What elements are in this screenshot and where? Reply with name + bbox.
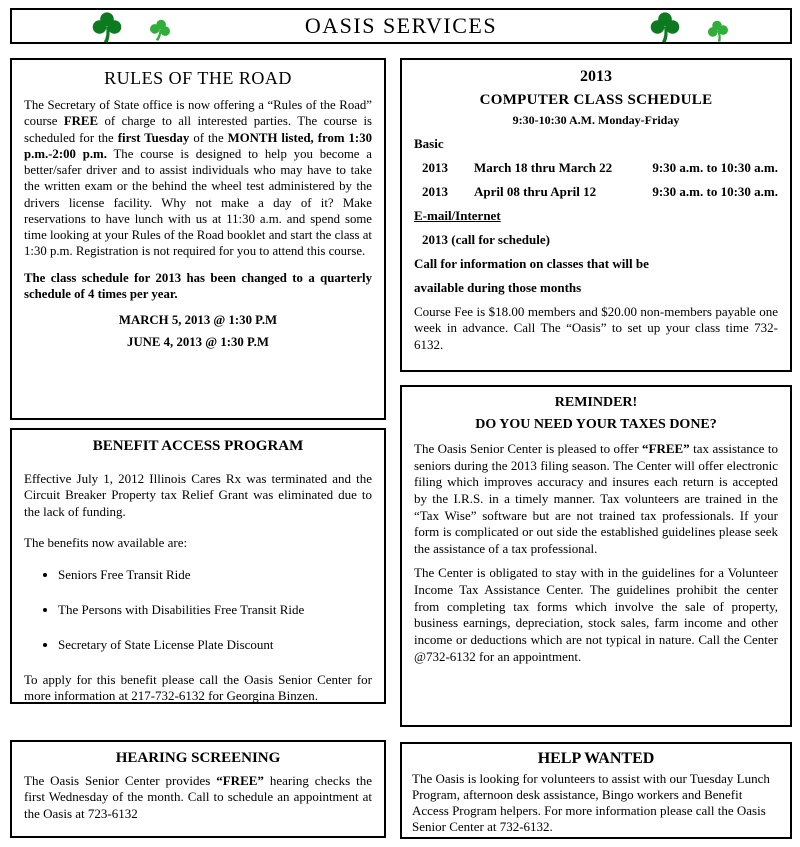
taxes-title-question: DO YOU NEED YOUR TAXES DONE? — [475, 417, 717, 432]
schedule-time: 9:30 a.m. to 10:30 a.m. — [652, 160, 778, 175]
hearing-paragraph: The Oasis Senior Center provides “FREE” hearing checks the first Wednesday of the month. Call to schedule an appointment at the Oasis at 723-6132 — [24, 773, 372, 821]
shamrock-shape — [93, 12, 122, 42]
rules-date-march: MARCH 5, 2013 @ 1:30 P.M — [118, 313, 278, 327]
schedule-time: 9:30 a.m. to 10:30 a.m. — [652, 184, 778, 199]
taxes-paragraph-1: The Oasis Senior Center is pleased to offer “FREE” tax assistance to seniors during the 2013 filing season. The Center will offer electronic filing which improves accuracy and insures each return is accepted by the I.R.S. in a timely manner. Tax volunteers are trained in the “Tax Wise” software but are not trained tax professionals. If your form is complicated or out side the established guidelines please seek the assistance of a tax professional. — [414, 441, 778, 556]
shamrock-shape — [706, 19, 730, 44]
rules-of-the-road-section — [10, 58, 386, 420]
benefit-access-program-section — [10, 428, 386, 704]
shamrock-shape — [651, 12, 680, 42]
computer-time-line: 9:30-10:30 A.M. Monday-Friday — [512, 113, 680, 127]
schedule-row — [414, 160, 778, 176]
page-title: OASIS SERVICES — [304, 13, 498, 38]
computer-year-title: 2013 — [580, 68, 612, 85]
taxes-reminder-section — [400, 385, 792, 727]
shamrock-icon — [90, 10, 124, 44]
computer-email-row: 2013 (call for schedule) — [422, 232, 550, 247]
taxes-paragraph-2: The Center is obligated to stay with in the guidelines for a Volunteer Income Tax Assistance Center. The guidelines prohibit the center from completing tax forms which involve the sale of property, business earnings, depreciation, stock sales, farm income and other income or deductions which are not typical in nature. Call the Center @732-6132 for an appointment. — [414, 565, 778, 664]
schedule-year: 2013 — [422, 184, 448, 199]
benefit-list-item: • Seniors Free Transit Ride — [58, 567, 372, 583]
help-wanted-title: HELP WANTED — [537, 750, 655, 767]
benefit-list-item: • Secretary of State License Plate Discount — [58, 637, 372, 653]
hearing-screening-section — [10, 740, 386, 838]
computer-class-schedule-section — [400, 58, 792, 372]
help-wanted-section — [400, 742, 792, 839]
shamrock-icon — [648, 10, 682, 44]
benefit-intro: The benefits now available are: — [24, 535, 188, 551]
shamrock-icon — [704, 17, 732, 45]
computer-fee-paragraph: Course Fee is $18.00 members and $20.00 non-members payable one week in advance. Call The “Oasis” to set up your class time 732-6132. — [414, 304, 778, 352]
schedule-year: 2013 — [422, 160, 448, 175]
taxes-title-reminder: REMINDER! — [554, 395, 638, 410]
rules-title: RULES OF THE ROAD — [104, 68, 292, 88]
help-wanted-paragraph: The Oasis is looking for volunteers to assist with our Tuesday Lunch Program, afternoon desk assistance, Bingo workers and Benefit Access Program helpers. For more information please call the Oasis Senior Center at 732-6132. — [412, 771, 770, 834]
rules-paragraph: The Secretary of State office is now offering a “Rules of the Road” course FREE of charge to all interested parties. The course is scheduled for the first Tuesday of the MONTH listed, from 1:30 p.m.-2:00 p.m. The course is designed to help you become a better/safer driver and to assist individuals who may have to take the written exam or the behind the wheel test administered by the drivers license facility. Why not make a day of it? Make reservations to have lunch with us at 11:30 a.m. and spend some time looking at your Rules of the Road booklet and start the class at 1:30 p.m. Registration is not required for you to attend this course. — [24, 98, 372, 259]
computer-title: COMPUTER CLASS SCHEDULE — [479, 92, 713, 108]
header — [10, 8, 792, 44]
computer-info-line-1: Call for information on classes that will be — [414, 256, 649, 271]
benefit-list-item: • The Persons with Disabilities Free Transit Ride — [58, 602, 372, 618]
schedule-row — [414, 184, 778, 200]
benefit-title: BENEFIT ACCESS PROGRAM — [92, 438, 304, 454]
shamrock-shape — [148, 18, 172, 43]
hearing-title: HEARING SCREENING — [115, 750, 281, 766]
shamrock-icon — [146, 16, 174, 44]
schedule-dates: April 08 thru April 12 — [474, 184, 597, 199]
rules-schedule-note: The class schedule for 2013 has been changed to a quarterly schedule of 4 times per year. — [24, 270, 372, 301]
schedule-dates: March 18 thru March 22 — [474, 160, 613, 175]
computer-section-basic: Basic — [414, 136, 444, 151]
computer-section-email: E-mail/Internet — [414, 208, 501, 223]
benefit-list — [24, 567, 372, 653]
benefit-paragraph: Effective July 1, 2012 Illinois Cares Rx was terminated and the Circuit Breaker Property tax Relief Grant was eliminated due to the lack of funding. — [24, 471, 372, 519]
benefit-apply-note: To apply for this benefit please call the Oasis Senior Center for more information at 217-732-6132 for Georgina Binzen. — [24, 671, 372, 703]
computer-info-line-2: available during those months — [414, 280, 582, 295]
rules-date-june: JUNE 4, 2013 @ 1:30 P.M — [127, 335, 269, 350]
